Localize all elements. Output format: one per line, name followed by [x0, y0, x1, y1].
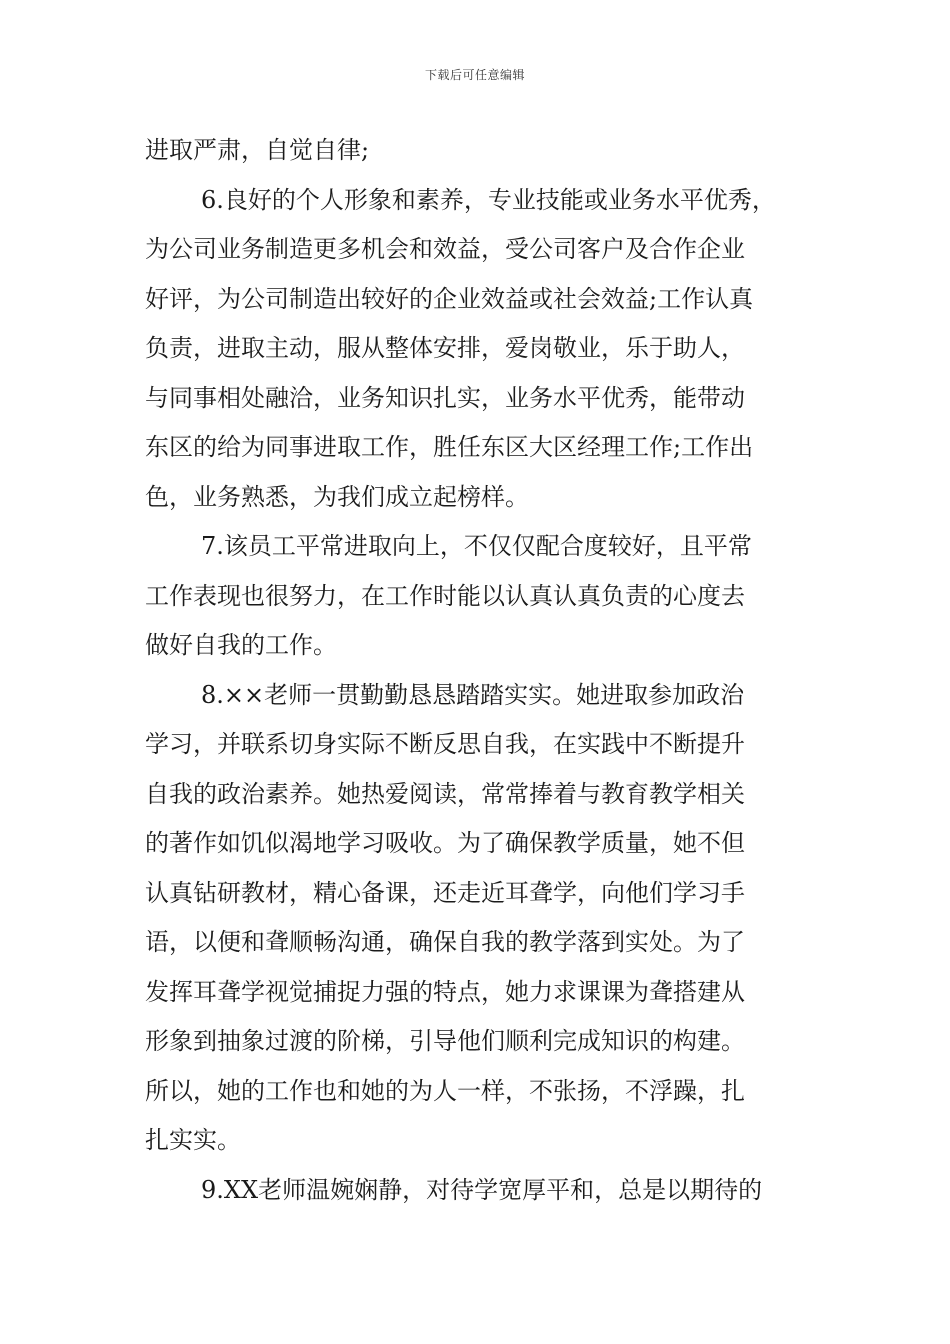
page-header: 下载后可任意编辑 [424, 68, 525, 82]
text-line: 与同事相处融洽，业务知识扎实，业务水平优秀，能带动 [145, 383, 745, 412]
text-line: 所以，她的工作也和她的为人一样，不张扬，不浮躁，扎 [145, 1076, 745, 1105]
text-line: 进取严肃，自觉自律; [145, 136, 370, 164]
paragraph [145, 1166, 810, 1216]
text-line: 8.××老师一贯勤勤恳恳踏踏实实。她进取参加政治 [201, 680, 745, 709]
text-line: 工作表现也很努力，在工作时能以认真认真负责的心度去 [145, 581, 745, 610]
text-line: 认真钻研教材，精心备课，还走近耳聋学，向他们学习手 [145, 878, 745, 907]
text-line: 学习，并联系切身实际不断反思自我，在实践中不断提升 [145, 730, 745, 758]
paragraph [145, 671, 810, 1166]
text-line: 为公司业务制造更多机会和效益，受公司客户及合作企业 [145, 235, 745, 263]
text-line: 的著作如饥似渴地学习吸收。为了确保教学质量，她不但 [145, 829, 745, 857]
text-line: 扎实实。 [145, 1126, 241, 1154]
text-line: 做好自我的工作。 [145, 631, 337, 659]
text-line: 形象到抽象过渡的阶梯，引导他们顺利完成知识的构建。 [145, 1027, 745, 1055]
text-line: 色，业务熟悉，为我们成立起榜样。 [145, 482, 529, 511]
document-body [145, 126, 810, 1215]
text-line: 6.良好的个人形象和素养，专业技能或业务水平优秀， [201, 185, 776, 214]
paragraph [145, 522, 810, 671]
text-line: 语，以便和聋顺畅沟通，确保自我的教学落到实处。为了 [145, 928, 745, 956]
paragraph [145, 126, 810, 176]
text-line: 东区的给为同事进取工作，胜任东区大区经理工作;工作出 [145, 433, 754, 461]
text-line: 自我的政治素养。她热爱阅读，常常捧着与教育教学相关 [145, 779, 745, 808]
text-line: 负责，进取主动，服从整体安排，爱岗敬业，乐于助人， [145, 334, 745, 362]
text-line: 好评，为公司制造出较好的企业效益或社会效益;工作认真 [145, 284, 754, 313]
text-line: 7.该员工平常进取向上，不仅仅配合度较好，且平常 [201, 532, 752, 560]
text-line: 9.XX老师温婉娴静，对待学宽厚平和，总是以期待的 [201, 1175, 763, 1204]
paragraph [145, 176, 810, 523]
text-line: 发挥耳聋学视觉捕捉力强的特点，她力求课课为聋搭建从 [145, 977, 745, 1006]
